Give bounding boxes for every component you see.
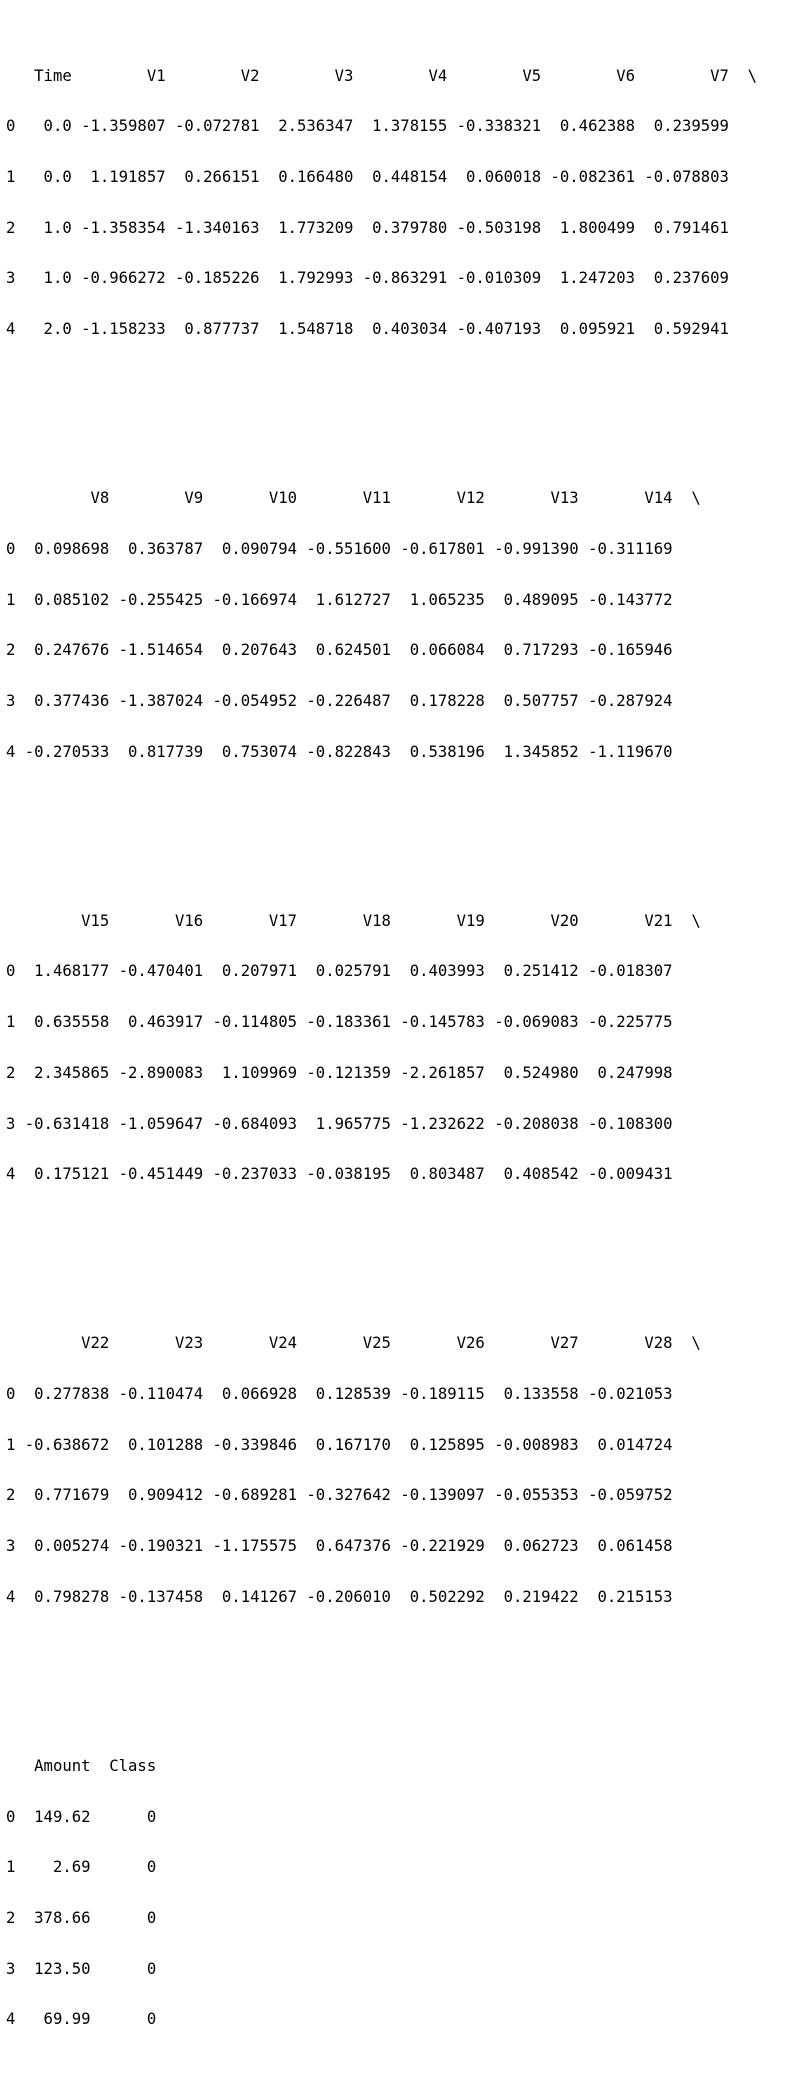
blank-line (6, 406, 757, 423)
table-row: 2 378.66 0 (6, 1908, 157, 1927)
table-row: 2 1.0 -1.358354 -1.340163 1.773209 0.379780 -0.503198 1.800499 0.791461 (6, 218, 729, 237)
table-block-v22-v28 (6, 1301, 757, 1639)
blank-line (6, 1251, 757, 1268)
table-row: 4 2.0 -1.158233 0.877737 1.548718 0.403034 -0.407193 0.095921 0.592941 (6, 320, 729, 339)
table-row: 4 0.175121 -0.451449 -0.237033 -0.038195 0.803487 0.408542 -0.009431 (6, 1165, 673, 1184)
table-block-amount-class (6, 1724, 757, 2062)
table-row: 0 0.277838 -0.110474 0.066928 0.128539 -0.189115 0.133558 -0.021053 (6, 1384, 673, 1403)
table-row: 0 0.098698 0.363787 0.090794 -0.551600 -0.617801 -0.991390 -0.311169 (6, 539, 673, 558)
table-row: 2 2.345865 -2.890083 1.109969 -0.121359 -2.261857 0.524980 0.247998 (6, 1063, 673, 1082)
console-output (6, 0, 757, 2079)
table-row: 4 0.798278 -0.137458 0.141267 -0.206010 0.502292 0.219422 0.215153 (6, 1587, 673, 1606)
table-block-time-v7 (6, 34, 757, 372)
table-row: 2 0.771679 0.909412 -0.689281 -0.327642 -0.139097 -0.055353 -0.059752 (6, 1486, 673, 1505)
table-row: 0 149.62 0 (6, 1807, 157, 1826)
column-header-row: V22 V23 V24 V25 V26 V27 V28 \ (6, 1334, 701, 1353)
column-header-row: V15 V16 V17 V18 V19 V20 V21 \ (6, 911, 701, 930)
column-header-row: Time V1 V2 V3 V4 V5 V6 V7 \ (6, 66, 758, 85)
table-block-v8-v14 (6, 456, 757, 794)
table-row: 0 0.0 -1.359807 -0.072781 2.536347 1.378155 -0.338321 0.462388 0.239599 (6, 117, 729, 136)
table-row: 1 0.085102 -0.255425 -0.166974 1.612727 1.065235 0.489095 -0.143772 (6, 590, 673, 609)
blank-line (6, 828, 757, 845)
table-row: 3 0.005274 -0.190321 -1.175575 0.647376 -0.221929 0.062723 0.061458 (6, 1537, 673, 1556)
table-row: 4 -0.270533 0.817739 0.753074 -0.822843 0.538196 1.345852 -1.119670 (6, 742, 673, 761)
table-row: 4 69.99 0 (6, 2010, 157, 2029)
table-row: 3 0.377436 -1.387024 -0.054952 -0.226487 0.178228 0.507757 -0.287924 (6, 691, 673, 710)
table-row: 1 0.635558 0.463917 -0.114805 -0.183361 -0.145783 -0.069083 -0.225775 (6, 1013, 673, 1032)
column-header-row: Amount Class (6, 1756, 157, 1775)
column-header-row: V8 V9 V10 V11 V12 V13 V14 \ (6, 489, 701, 508)
table-row: 1 2.69 0 (6, 1858, 157, 1877)
table-row: 0 1.468177 -0.470401 0.207971 0.025791 0.403993 0.251412 -0.018307 (6, 962, 673, 981)
table-block-v15-v21 (6, 879, 757, 1217)
table-row: 2 0.247676 -1.514654 0.207643 0.624501 0.066084 0.717293 -0.165946 (6, 641, 673, 660)
blank-line (6, 1673, 757, 1690)
table-row: 3 1.0 -0.966272 -0.185226 1.792993 -0.863291 -0.010309 1.247203 0.237609 (6, 269, 729, 288)
table-row: 1 0.0 1.191857 0.266151 0.166480 0.448154 0.060018 -0.082361 -0.078803 (6, 168, 729, 187)
table-row: 3 123.50 0 (6, 1959, 157, 1978)
table-row: 3 -0.631418 -1.059647 -0.684093 1.965775 -1.232622 -0.208038 -0.108300 (6, 1114, 673, 1133)
table-row: 1 -0.638672 0.101288 -0.339846 0.167170 0.125895 -0.008983 0.014724 (6, 1435, 673, 1454)
